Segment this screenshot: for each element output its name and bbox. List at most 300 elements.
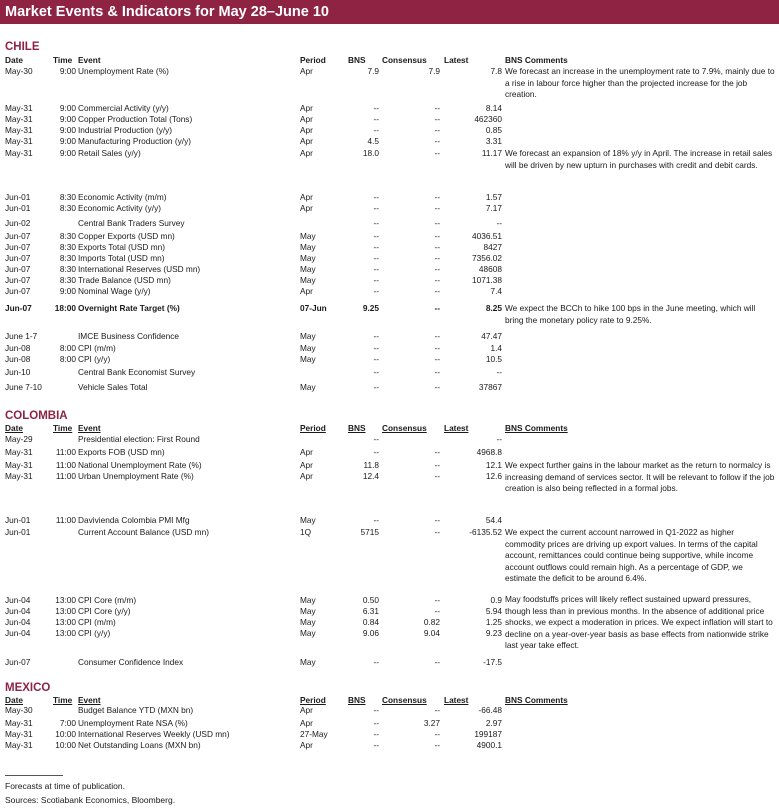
cell-period: May <box>300 606 316 616</box>
cell-time: 10:00 <box>55 740 76 750</box>
cell-period: Apr <box>300 136 313 146</box>
table-row <box>0 331 779 342</box>
footnote: Sources: Scotiabank Economics, Bloomberg. <box>5 795 176 805</box>
table-header <box>0 55 779 66</box>
cell-event: International Reserves Weekly (USD mn) <box>78 729 230 739</box>
table-row <box>0 136 779 147</box>
cell-date: Jun-01 <box>5 527 31 537</box>
cell-consensus: -- <box>434 264 440 274</box>
cell-event: CPI Core (m/m) <box>78 595 137 605</box>
cell-date: Jun-07 <box>5 264 31 274</box>
cell-date: Jun-07 <box>5 275 31 285</box>
cell-bns: -- <box>373 286 379 296</box>
cell-time: 9:00 <box>59 66 76 76</box>
table-row <box>0 264 779 275</box>
cell-time: 8:30 <box>59 192 76 202</box>
cell-latest: 8.25 <box>485 303 502 313</box>
cell-consensus: -- <box>434 447 440 457</box>
cell-bns: 7.9 <box>367 66 379 76</box>
cell-period: May <box>300 628 316 638</box>
header-consensus: Consensus <box>382 695 427 705</box>
cell-period: May <box>300 382 316 392</box>
cell-date: May-31 <box>5 460 33 470</box>
cell-latest: 1.4 <box>490 343 502 353</box>
cell-time: 8:30 <box>59 203 76 213</box>
cell-latest: -66.48 <box>478 705 502 715</box>
cell-consensus: 9.04 <box>423 628 440 638</box>
table-row <box>0 125 779 136</box>
cell-bns: -- <box>373 203 379 213</box>
cell-bns: -- <box>373 242 379 252</box>
cell-bns: 0.50 <box>362 595 379 605</box>
table-row <box>0 242 779 253</box>
cell-period: Apr <box>300 460 313 470</box>
header-bns: BNS <box>348 695 366 705</box>
comment: We expect the BCCh to hike 100 bps in the June meeting, which will bring the monetary policy rate to 9.25%. <box>505 303 756 325</box>
cell-latest: 4900.1 <box>476 740 502 750</box>
cell-latest: 1071.38 <box>472 275 502 285</box>
cell-consensus: -- <box>434 367 440 377</box>
header-latest: Latest <box>444 423 469 433</box>
cell-period: May <box>300 617 316 627</box>
cell-bns: -- <box>373 218 379 228</box>
cell-bns: -- <box>373 705 379 715</box>
cell-consensus: 0.82 <box>423 617 440 627</box>
cell-date: Jun-04 <box>5 595 31 605</box>
header-consensus: Consensus <box>382 423 427 433</box>
cell-event: Vehicle Sales Total <box>78 382 148 392</box>
table-row <box>0 103 779 114</box>
cell-event: CPI (y/y) <box>78 628 111 638</box>
cell-time: 7:00 <box>59 718 76 728</box>
cell-time: 11:00 <box>55 447 76 457</box>
cell-event: Urban Unemployment Rate (%) <box>78 471 194 481</box>
cell-date: May-31 <box>5 148 33 158</box>
cell-time: 8:00 <box>59 343 76 353</box>
cell-time: 9:00 <box>59 286 76 296</box>
cell-bns: 5715 <box>360 527 379 537</box>
cell-latest: 7.4 <box>490 286 502 296</box>
cell-latest: 9.23 <box>485 628 502 638</box>
cell-latest: 12.1 <box>485 460 502 470</box>
header-event: Event <box>78 695 101 705</box>
cell-bns: 6.31 <box>362 606 379 616</box>
cell-time: 9:00 <box>59 136 76 146</box>
header-latest: Latest <box>444 55 469 65</box>
cell-bns: -- <box>373 718 379 728</box>
cell-date: Jun-01 <box>5 203 31 213</box>
cell-date: May-31 <box>5 718 33 728</box>
header-comments: BNS Comments <box>505 423 568 433</box>
cell-time: 8:00 <box>59 354 76 364</box>
cell-period: May <box>300 343 316 353</box>
cell-period: May <box>300 231 316 241</box>
cell-latest: 8427 <box>483 242 502 252</box>
cell-event: International Reserves (USD mn) <box>78 264 201 274</box>
table-row <box>0 657 779 668</box>
cell-latest: 48608 <box>478 264 502 274</box>
cell-event: Central Bank Traders Survey <box>78 218 185 228</box>
header-date: Date <box>5 55 23 65</box>
cell-latest: 37867 <box>478 382 502 392</box>
cell-consensus: -- <box>434 303 440 313</box>
cell-event: Exports FOB (USD mn) <box>78 447 165 457</box>
cell-time: 11:00 <box>55 460 76 470</box>
page-title: Market Events & Indicators for May 28–June 10 <box>0 0 779 24</box>
table-row <box>0 740 779 751</box>
cell-consensus: 3.27 <box>423 718 440 728</box>
header-time: Time <box>53 55 73 65</box>
cell-period: Apr <box>300 286 313 296</box>
cell-consensus: -- <box>434 382 440 392</box>
cell-latest: 11.17 <box>481 148 502 158</box>
cell-bns: -- <box>373 231 379 241</box>
cell-latest: -- <box>496 434 502 444</box>
cell-time: 11:00 <box>55 471 76 481</box>
cell-consensus: -- <box>434 103 440 113</box>
section-title: COLOMBIA <box>5 410 68 422</box>
cell-latest: 4036.51 <box>472 231 502 241</box>
header-consensus: Consensus <box>382 55 427 65</box>
cell-period: May <box>300 242 316 252</box>
cell-time: 8:30 <box>59 231 76 241</box>
cell-event: IMCE Business Confidence <box>78 331 179 341</box>
cell-time: 8:30 <box>59 253 76 263</box>
cell-consensus: -- <box>434 657 440 667</box>
header-event: Event <box>78 55 101 65</box>
cell-event: Imports Total (USD mn) <box>78 253 165 263</box>
cell-bns: 12.4 <box>362 471 379 481</box>
cell-period: 1Q <box>300 527 312 537</box>
cell-latest: 7.17 <box>485 203 502 213</box>
cell-latest: -17.5 <box>483 657 502 667</box>
cell-period: Apr <box>300 740 313 750</box>
cell-event: Current Account Balance (USD mn) <box>78 527 209 537</box>
cell-bns: 4.5 <box>367 136 379 146</box>
cell-latest: 7.8 <box>490 66 502 76</box>
cell-latest: 3.31 <box>485 136 502 146</box>
table-row <box>0 114 779 125</box>
table-row <box>0 343 779 354</box>
cell-date: Jun-04 <box>5 617 31 627</box>
cell-bns: -- <box>373 103 379 113</box>
header-time: Time <box>53 423 73 433</box>
comment: We forecast an expansion of 18% y/y in April. The increase in retail sales will be driven by new upturn in purchases with credit and debit cards. <box>505 148 773 170</box>
cell-consensus: -- <box>434 460 440 470</box>
cell-event: Copper Production Total (Tons) <box>78 114 193 124</box>
table-row <box>0 729 779 740</box>
cell-date: Jun-01 <box>5 515 31 525</box>
table-row <box>0 275 779 286</box>
cell-period: 07-Jun <box>300 303 327 313</box>
cell-date: May-31 <box>5 471 33 481</box>
cell-event: CPI (y/y) <box>78 354 111 364</box>
cell-latest: 199187 <box>474 729 502 739</box>
cell-date: Jun-10 <box>5 367 31 377</box>
cell-consensus: -- <box>434 740 440 750</box>
header-latest: Latest <box>444 695 469 705</box>
table-row <box>0 705 779 716</box>
cell-bns: 18.0 <box>362 148 379 158</box>
cell-latest: 0.85 <box>485 125 502 135</box>
cell-consensus: -- <box>434 253 440 263</box>
cell-consensus: -- <box>434 343 440 353</box>
cell-latest: 0.9 <box>490 595 502 605</box>
table-row <box>0 203 779 214</box>
cell-bns: -- <box>373 192 379 202</box>
cell-consensus: -- <box>434 218 440 228</box>
section-title: MEXICO <box>5 682 51 694</box>
header-date: Date <box>5 695 23 705</box>
cell-bns: -- <box>373 354 379 364</box>
cell-latest: 2.97 <box>485 718 502 728</box>
cell-consensus: -- <box>434 527 440 537</box>
header-period: Period <box>300 695 326 705</box>
cell-event: Economic Activity (m/m) <box>78 192 167 202</box>
cell-consensus: -- <box>434 136 440 146</box>
cell-bns: -- <box>373 729 379 739</box>
table-row <box>0 382 779 393</box>
cell-period: Apr <box>300 114 313 124</box>
cell-event: Central Bank Economist Survey <box>78 367 196 377</box>
header-time: Time <box>53 695 73 705</box>
cell-bns: -- <box>373 447 379 457</box>
cell-consensus: -- <box>434 242 440 252</box>
cell-event: Budget Balance YTD (MXN bn) <box>78 705 194 715</box>
header-bns: BNS <box>348 423 366 433</box>
cell-date: May-31 <box>5 729 33 739</box>
cell-consensus: -- <box>434 515 440 525</box>
cell-bns: 0.84 <box>362 617 379 627</box>
cell-bns: -- <box>373 434 379 444</box>
cell-consensus: -- <box>434 203 440 213</box>
cell-period: May <box>300 515 316 525</box>
header-bns: BNS <box>348 55 366 65</box>
cell-latest: 7356.02 <box>472 253 502 263</box>
table-row <box>0 192 779 203</box>
cell-consensus: -- <box>434 354 440 364</box>
cell-latest: 54.4 <box>485 515 502 525</box>
header-date: Date <box>5 423 23 433</box>
cell-event: Unemployment Rate (%) <box>78 66 169 76</box>
cell-time: 18:00 <box>54 303 76 313</box>
cell-event: Retail Sales (y/y) <box>78 148 141 158</box>
cell-event: CPI (m/m) <box>78 617 116 627</box>
cell-consensus: -- <box>434 125 440 135</box>
cell-latest: -- <box>496 218 502 228</box>
cell-date: Jun-01 <box>5 192 31 202</box>
cell-period: Apr <box>300 66 313 76</box>
cell-period: Apr <box>300 103 313 113</box>
cell-time: 10:00 <box>55 729 76 739</box>
cell-consensus: -- <box>434 286 440 296</box>
cell-time: 9:00 <box>59 114 76 124</box>
cell-event: Trade Balance (USD mn) <box>78 275 171 285</box>
cell-date: May-30 <box>5 705 33 715</box>
table-row <box>0 434 779 445</box>
cell-event: Nominal Wage (y/y) <box>78 286 151 296</box>
cell-date: May-31 <box>5 125 33 135</box>
cell-period: Apr <box>300 192 313 202</box>
cell-event: Consumer Confidence Index <box>78 657 184 667</box>
cell-consensus: -- <box>434 114 440 124</box>
cell-consensus: -- <box>434 595 440 605</box>
cell-event: Net Outstanding Loans (MXN bn) <box>78 740 201 750</box>
cell-bns: 9.25 <box>362 303 379 313</box>
cell-bns: -- <box>373 114 379 124</box>
cell-bns: -- <box>373 253 379 263</box>
cell-date: May-31 <box>5 103 33 113</box>
cell-consensus: -- <box>434 471 440 481</box>
cell-date: May-29 <box>5 434 33 444</box>
cell-period: May <box>300 657 316 667</box>
header-period: Period <box>300 423 326 433</box>
cell-event: Overnight Rate Target (%) <box>78 303 180 313</box>
cell-date: May-31 <box>5 114 33 124</box>
cell-bns: -- <box>373 125 379 135</box>
cell-period: 27-May <box>300 729 328 739</box>
cell-date: Jun-07 <box>5 242 31 252</box>
cell-consensus: -- <box>434 148 440 158</box>
cell-event: National Unemployment Rate (%) <box>78 460 202 470</box>
cell-consensus: -- <box>434 231 440 241</box>
footnote-divider <box>5 775 63 776</box>
table-row <box>0 367 779 378</box>
cell-consensus: -- <box>434 192 440 202</box>
cell-latest: 12.6 <box>485 471 502 481</box>
cell-period: Apr <box>300 718 313 728</box>
cell-event: Exports Total (USD mn) <box>78 242 165 252</box>
cell-date: Jun-02 <box>5 218 31 228</box>
cell-date: Jun-08 <box>5 343 31 353</box>
cell-date: May-31 <box>5 447 33 457</box>
cell-event: Commercial Activity (y/y) <box>78 103 169 113</box>
cell-time: 13:00 <box>55 628 76 638</box>
cell-latest: -6135.52 <box>469 527 502 537</box>
cell-latest: 4968.8 <box>476 447 502 457</box>
cell-date: Jun-04 <box>5 606 31 616</box>
cell-date: Jun-07 <box>5 303 32 313</box>
comment: May foodstuffs prices will likely reflect sustained upward pressures, though less than in previous months. In the absence of additional price shocks, we expect a moderation in prices. We expect inflation will start to decline on a year-over-year basis as base effects from nationwide strike last year take effect. <box>505 594 773 651</box>
cell-period: May <box>300 253 316 263</box>
table-row <box>0 515 779 526</box>
cell-date: June 1-7 <box>5 331 38 341</box>
cell-date: May-30 <box>5 66 33 76</box>
cell-bns: -- <box>373 275 379 285</box>
cell-latest: 462360 <box>474 114 502 124</box>
table-row <box>0 354 779 365</box>
table-row <box>0 253 779 264</box>
footnote: Forecasts at time of publication. <box>5 781 126 791</box>
cell-bns: -- <box>373 331 379 341</box>
cell-bns: -- <box>373 264 379 274</box>
cell-bns: -- <box>373 515 379 525</box>
cell-consensus: 7.9 <box>428 66 440 76</box>
cell-date: Jun-08 <box>5 354 31 364</box>
table-row <box>0 447 779 458</box>
cell-latest: 5.94 <box>485 606 502 616</box>
cell-date: Jun-07 <box>5 253 31 263</box>
cell-event: CPI Core (y/y) <box>78 606 131 616</box>
cell-period: Apr <box>300 705 313 715</box>
cell-latest: 1.25 <box>485 617 502 627</box>
cell-consensus: -- <box>434 275 440 285</box>
cell-time: 8:30 <box>59 264 76 274</box>
cell-date: May-31 <box>5 740 33 750</box>
cell-latest: -- <box>496 367 502 377</box>
cell-event: Manufacturing Production (y/y) <box>78 136 191 146</box>
cell-event: Davivienda Colombia PMI Mfg <box>78 515 190 525</box>
cell-latest: 1.57 <box>485 192 502 202</box>
table-row <box>0 218 779 229</box>
cell-period: Apr <box>300 148 313 158</box>
cell-event: CPI (m/m) <box>78 343 116 353</box>
cell-consensus: -- <box>434 729 440 739</box>
cell-bns: 11.8 <box>363 460 379 470</box>
header-comments: BNS Comments <box>505 55 568 65</box>
cell-period: May <box>300 331 316 341</box>
comment: We forecast an increase in the unemployment rate to 7.9%, mainly due to a rise in labour force higher than the projected increase for the job creation. <box>505 66 775 100</box>
cell-date: Jun-04 <box>5 628 31 638</box>
table-row <box>0 286 779 297</box>
cell-time: 11:00 <box>55 515 76 525</box>
cell-bns: -- <box>373 657 379 667</box>
section-title: CHILE <box>5 41 40 53</box>
cell-time: 13:00 <box>55 595 76 605</box>
comment: We expect the current account narrowed in Q1-2022 as higher commodity prices are driving up export values. In terms of the capital account, remittances could continue being supportive, while income account outflows could remain high. As a percentage of GDP, we estimate the deficit to be around 6.4%. <box>505 527 758 584</box>
cell-event: Copper Exports (USD mn) <box>78 231 175 241</box>
cell-time: 9:00 <box>59 103 76 113</box>
cell-latest: 8.14 <box>485 103 502 113</box>
cell-period: May <box>300 595 316 605</box>
cell-consensus: -- <box>434 331 440 341</box>
header-comments: BNS Comments <box>505 695 568 705</box>
cell-consensus: -- <box>434 705 440 715</box>
header-event: Event <box>78 423 101 433</box>
cell-time: 8:30 <box>59 275 76 285</box>
cell-date: Jun-07 <box>5 286 31 296</box>
cell-date: Jun-07 <box>5 657 31 667</box>
cell-period: May <box>300 275 316 285</box>
table-row <box>0 718 779 729</box>
cell-time: 8:30 <box>59 242 76 252</box>
cell-period: May <box>300 264 316 274</box>
cell-consensus: -- <box>434 606 440 616</box>
comment: We expect further gains in the labour market as the return to normalcy is increasing demand of services sector. It will be relevant to follow if the job creation is also being reflected in a formal jobs. <box>505 460 775 494</box>
cell-time: 13:00 <box>55 617 76 627</box>
table-row <box>0 231 779 242</box>
cell-bns: -- <box>373 367 379 377</box>
cell-time: 9:00 <box>59 125 76 135</box>
cell-period: Apr <box>300 203 313 213</box>
cell-period: Apr <box>300 125 313 135</box>
cell-bns: -- <box>373 740 379 750</box>
cell-date: June 7-10 <box>5 382 42 392</box>
cell-event: Industrial Production (y/y) <box>78 125 173 135</box>
cell-period: Apr <box>300 447 313 457</box>
cell-time: 13:00 <box>55 606 76 616</box>
header-period: Period <box>300 55 326 65</box>
cell-latest: 47.47 <box>481 331 502 341</box>
cell-period: May <box>300 354 316 364</box>
cell-date: Jun-07 <box>5 231 31 241</box>
cell-date: May-31 <box>5 136 33 146</box>
cell-period: Apr <box>300 471 313 481</box>
cell-bns: -- <box>373 343 379 353</box>
cell-latest: 10.5 <box>485 354 502 364</box>
cell-event: Unemployment Rate NSA (%) <box>78 718 188 728</box>
cell-event: Presidential election: First Round <box>78 434 200 444</box>
